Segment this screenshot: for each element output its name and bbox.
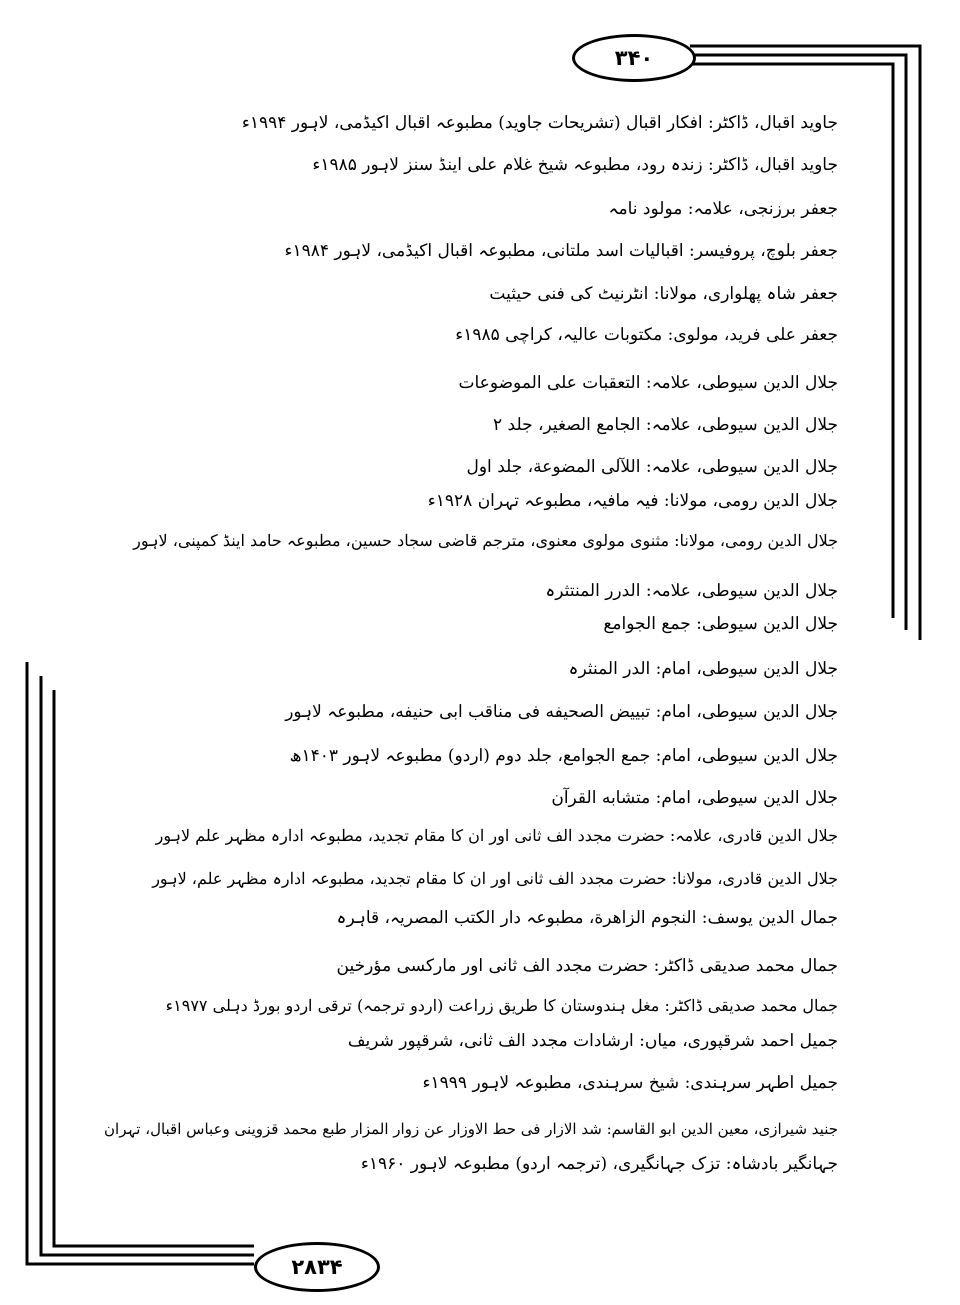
bibliography-entry: جعفر برزنجی، علامہ: مولود نامہ <box>608 199 838 219</box>
bibliography-entry: جمال الدین یوسف: النجوم الزاهرة، مطبوعہ دار الکتب المصریہ، قاہرہ <box>336 908 838 928</box>
bibliography-entry: جلال الدین سیوطی، امام: الدر المنثرہ <box>568 659 838 679</box>
bibliography-entry: جلال الدین سیوطی، علامہ: الدرر المنتثرہ <box>545 581 838 601</box>
bibliography-entry: جلال الدین رومی، مولانا: فیہ مافیہ، مطبوعہ تہران ۱۹۲۸ء <box>427 491 838 511</box>
bibliography-entry: جہانگیر بادشاہ: تزک جہانگیری، (ترجمہ اردو) مطبوعہ لاہور ۱۹۶۰ء <box>360 1154 838 1174</box>
bibliography-entry: جلال الدین سیوطی، علامہ: الجامع الصغیر، جلد ۲ <box>492 415 838 435</box>
bibliography-entry: جمال محمد صدیقی ڈاکٹر: مغل ہندوستان کا طریق زراعت (اردو ترجمہ) ترقی اردو بورڈ دہلی ۱۹۷۷ء <box>165 996 838 1015</box>
bibliography-entry: جمال محمد صدیقی ڈاکٹر: حضرت مجدد الف ثانی اور مارکسی مؤرخین <box>336 956 838 976</box>
bibliography-entry: جلال الدین سیوطی، امام: متشابه القرآن <box>551 788 838 808</box>
bibliography-entry: جمیل احمد شرقپوری، میاں: ارشادات مجدد الف ثانی، شرقپور شریف <box>347 1031 838 1051</box>
bibliography-entry: جمیل اطہر سرہندی: شیخ سرہندی، مطبوعہ لاہور ۱۹۹۹ء <box>422 1073 838 1093</box>
bibliography-entry: جلال الدین قادری، علامہ: حضرت مجدد الف ثانی اور ان کا مقام تجدید، مطبوعہ ادارہ مظہر علم لاہور <box>155 826 838 845</box>
bibliography-entry: جعفر علی فرید، مولوی: مکتوبات عالیہ، کراچی ۱۹۸۵ء <box>455 325 838 345</box>
bibliography-entry: جلال الدین سیوطی، علامہ: اللآلی المضوعة، جلد اول <box>466 457 838 477</box>
bibliography-entry: جلال الدین قادری، مولانا: حضرت مجدد الف ثانی اور ان کا مقام تجدید، مطبوعہ ادارہ مظہر علم، لاہور <box>152 869 838 888</box>
bottom-page-number: ۲۸۳۴ <box>254 1242 380 1292</box>
bibliography-entry: جاوید اقبال، ڈاکٹر: زندہ رود، مطبوعہ شیخ غلام علی اینڈ سنز لاہور ۱۹۸۵ء <box>312 155 838 175</box>
bibliography-entry: جلال الدین سیوطی، امام: تبییض الصحیفه فی مناقب ابی حنیفه، مطبوعہ لاہور <box>285 702 838 722</box>
bibliography-entry: جعفر شاہ پھلواری، مولانا: انٹرنیٹ کی فنی حیثیت <box>489 284 838 304</box>
bibliography-entry: جاوید اقبال، ڈاکٹر: افکار اقبال (تشریحات جاوید) مطبوعہ اقبال اکیڈمی، لاہور ۱۹۹۴ء <box>241 113 838 133</box>
bibliography-entry: جلال الدین سیوطی، علامہ: التعقبات علی الموضوعات <box>458 373 838 393</box>
top-page-number: ۳۴۰ <box>572 34 696 82</box>
bibliography-entry: جنید شیرازی، معین الدین ابو القاسم: شد الازار فی حط الاوزار عن زوار المزار طبع محمد قزوینی وعباس اقبال، تہران <box>104 1120 838 1138</box>
bibliography-entry: جعفر بلوچ، پروفیسر: اقبالیات اسد ملتانی، مطبوعہ اقبال اکیڈمی، لاہور ۱۹۸۴ء <box>284 241 838 261</box>
bibliography-entry: جلال الدین رومی، مولانا: مثنوی مولوی معنوی، مترجم قاضی سجاد حسین، مطبوعہ حامد اینڈ کمپنی، لاہور <box>133 531 838 550</box>
bibliography-entry: جلال الدین سیوطی: جمع الجوامع <box>603 614 838 634</box>
bibliography-entry: جلال الدین سیوطی، امام: جمع الجوامع، جلد دوم (اردو) مطبوعہ لاہور ۱۴۰۳ھ <box>289 746 838 766</box>
